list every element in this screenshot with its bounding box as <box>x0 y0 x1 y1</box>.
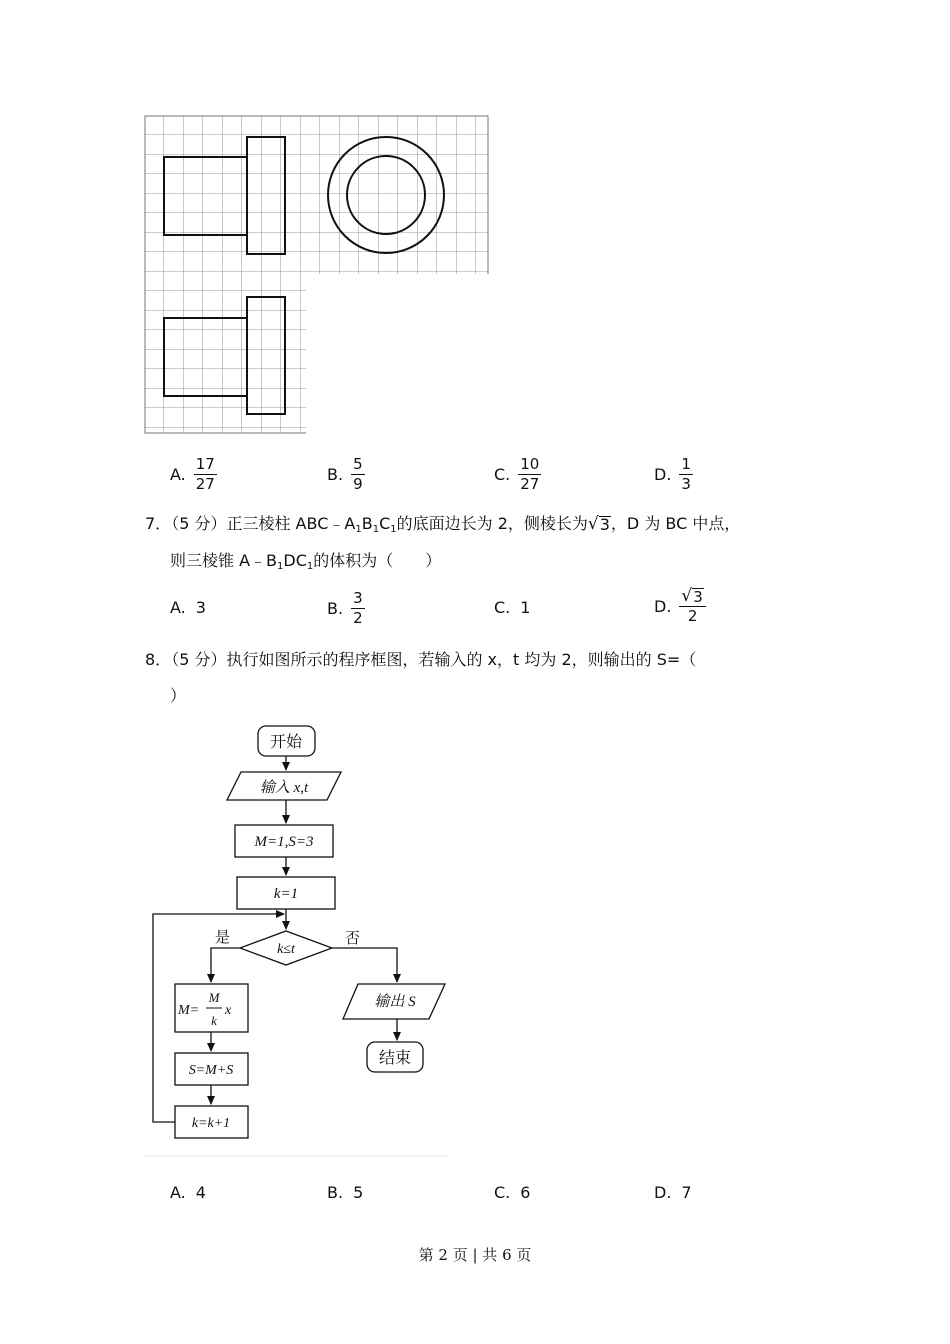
option-fraction: $\frac{10}{27}$ <box>520 455 540 493</box>
q7-option-b[interactable]: B. $\frac{3}{2}$ <box>327 589 363 627</box>
q7-option-d[interactable]: D. √ 3 2 <box>654 588 706 625</box>
flow-k-update-label: k=k+1 <box>191 1116 231 1131</box>
three-view-grid-figure <box>144 115 490 435</box>
flow-init-label: M=1,S=3 <box>254 834 314 850</box>
option-fraction: $\frac{17}{27}$ <box>195 455 215 493</box>
program-flowchart <box>145 718 455 1158</box>
flow-no-label: 否 <box>345 929 361 947</box>
option-letter: A. <box>170 465 186 484</box>
flow-s-update-label: S=M+S <box>188 1063 234 1078</box>
q6-option-c[interactable] <box>494 456 541 493</box>
flow-input-label: 输入 x,t <box>259 780 309 796</box>
flow-condition-label: k≤t <box>277 942 295 957</box>
option-letter: D. <box>654 465 672 484</box>
flow-m-x: x <box>225 1003 232 1018</box>
q8-option-c[interactable]: C. 6 <box>494 1183 531 1202</box>
q6-option-a[interactable] <box>170 456 217 493</box>
q8-option-d[interactable]: D. 7 <box>654 1183 692 1202</box>
q7-option-c[interactable]: C. 1 <box>494 598 531 617</box>
q6-option-d[interactable] <box>654 456 693 493</box>
q8-option-b[interactable]: B. 5 <box>327 1183 364 1202</box>
q7-option-a[interactable]: A. 3 <box>170 598 206 617</box>
q7-stem-line1: 7．（5 分）正三棱柱 $ABC﹣A_1B_1C_1$的底面边长为 2，侧棱长为 √ 3 ，D 为 BC 中点， <box>145 514 741 535</box>
option-fraction: $\frac{5}{9}$ <box>353 455 363 493</box>
sqrt-symbol: √ 3 <box>587 514 610 534</box>
option-fraction: $\frac{1}{3}$ <box>681 455 691 493</box>
flow-end-label: 结束 <box>378 1048 412 1067</box>
flow-m-lhs: M= <box>178 1003 200 1018</box>
flow-output-label: 输出 S <box>374 994 416 1010</box>
page-footer: 第 2 页 | 共 6 页 <box>418 1246 532 1264</box>
q6-option-b[interactable] <box>327 456 365 493</box>
flow-start-label: 开始 <box>269 732 303 751</box>
option-fraction: √ 3 2 <box>679 588 705 625</box>
option-letter: B. <box>327 465 344 484</box>
flow-m-num: M <box>208 990 220 1005</box>
option-letter: C. <box>494 465 511 484</box>
flow-k-init-label: k=1 <box>273 886 299 902</box>
q8-option-a[interactable]: A. 4 <box>170 1183 206 1202</box>
option-fraction: $\frac{3}{2}$ <box>353 589 363 627</box>
q7-stem-line2: 则三棱锥 $A﹣B_1DC_1$的体积为（ ） <box>170 551 442 572</box>
q8-stem-line1: 8．（5 分）执行如图所示的程序框图，若输入的 x，t 均为 2，则输出的 S=（ <box>145 650 697 669</box>
flow-yes-label: 是 <box>215 928 231 946</box>
q8-stem-line2: ） <box>170 686 187 705</box>
flow-m-den: k <box>211 1013 217 1028</box>
